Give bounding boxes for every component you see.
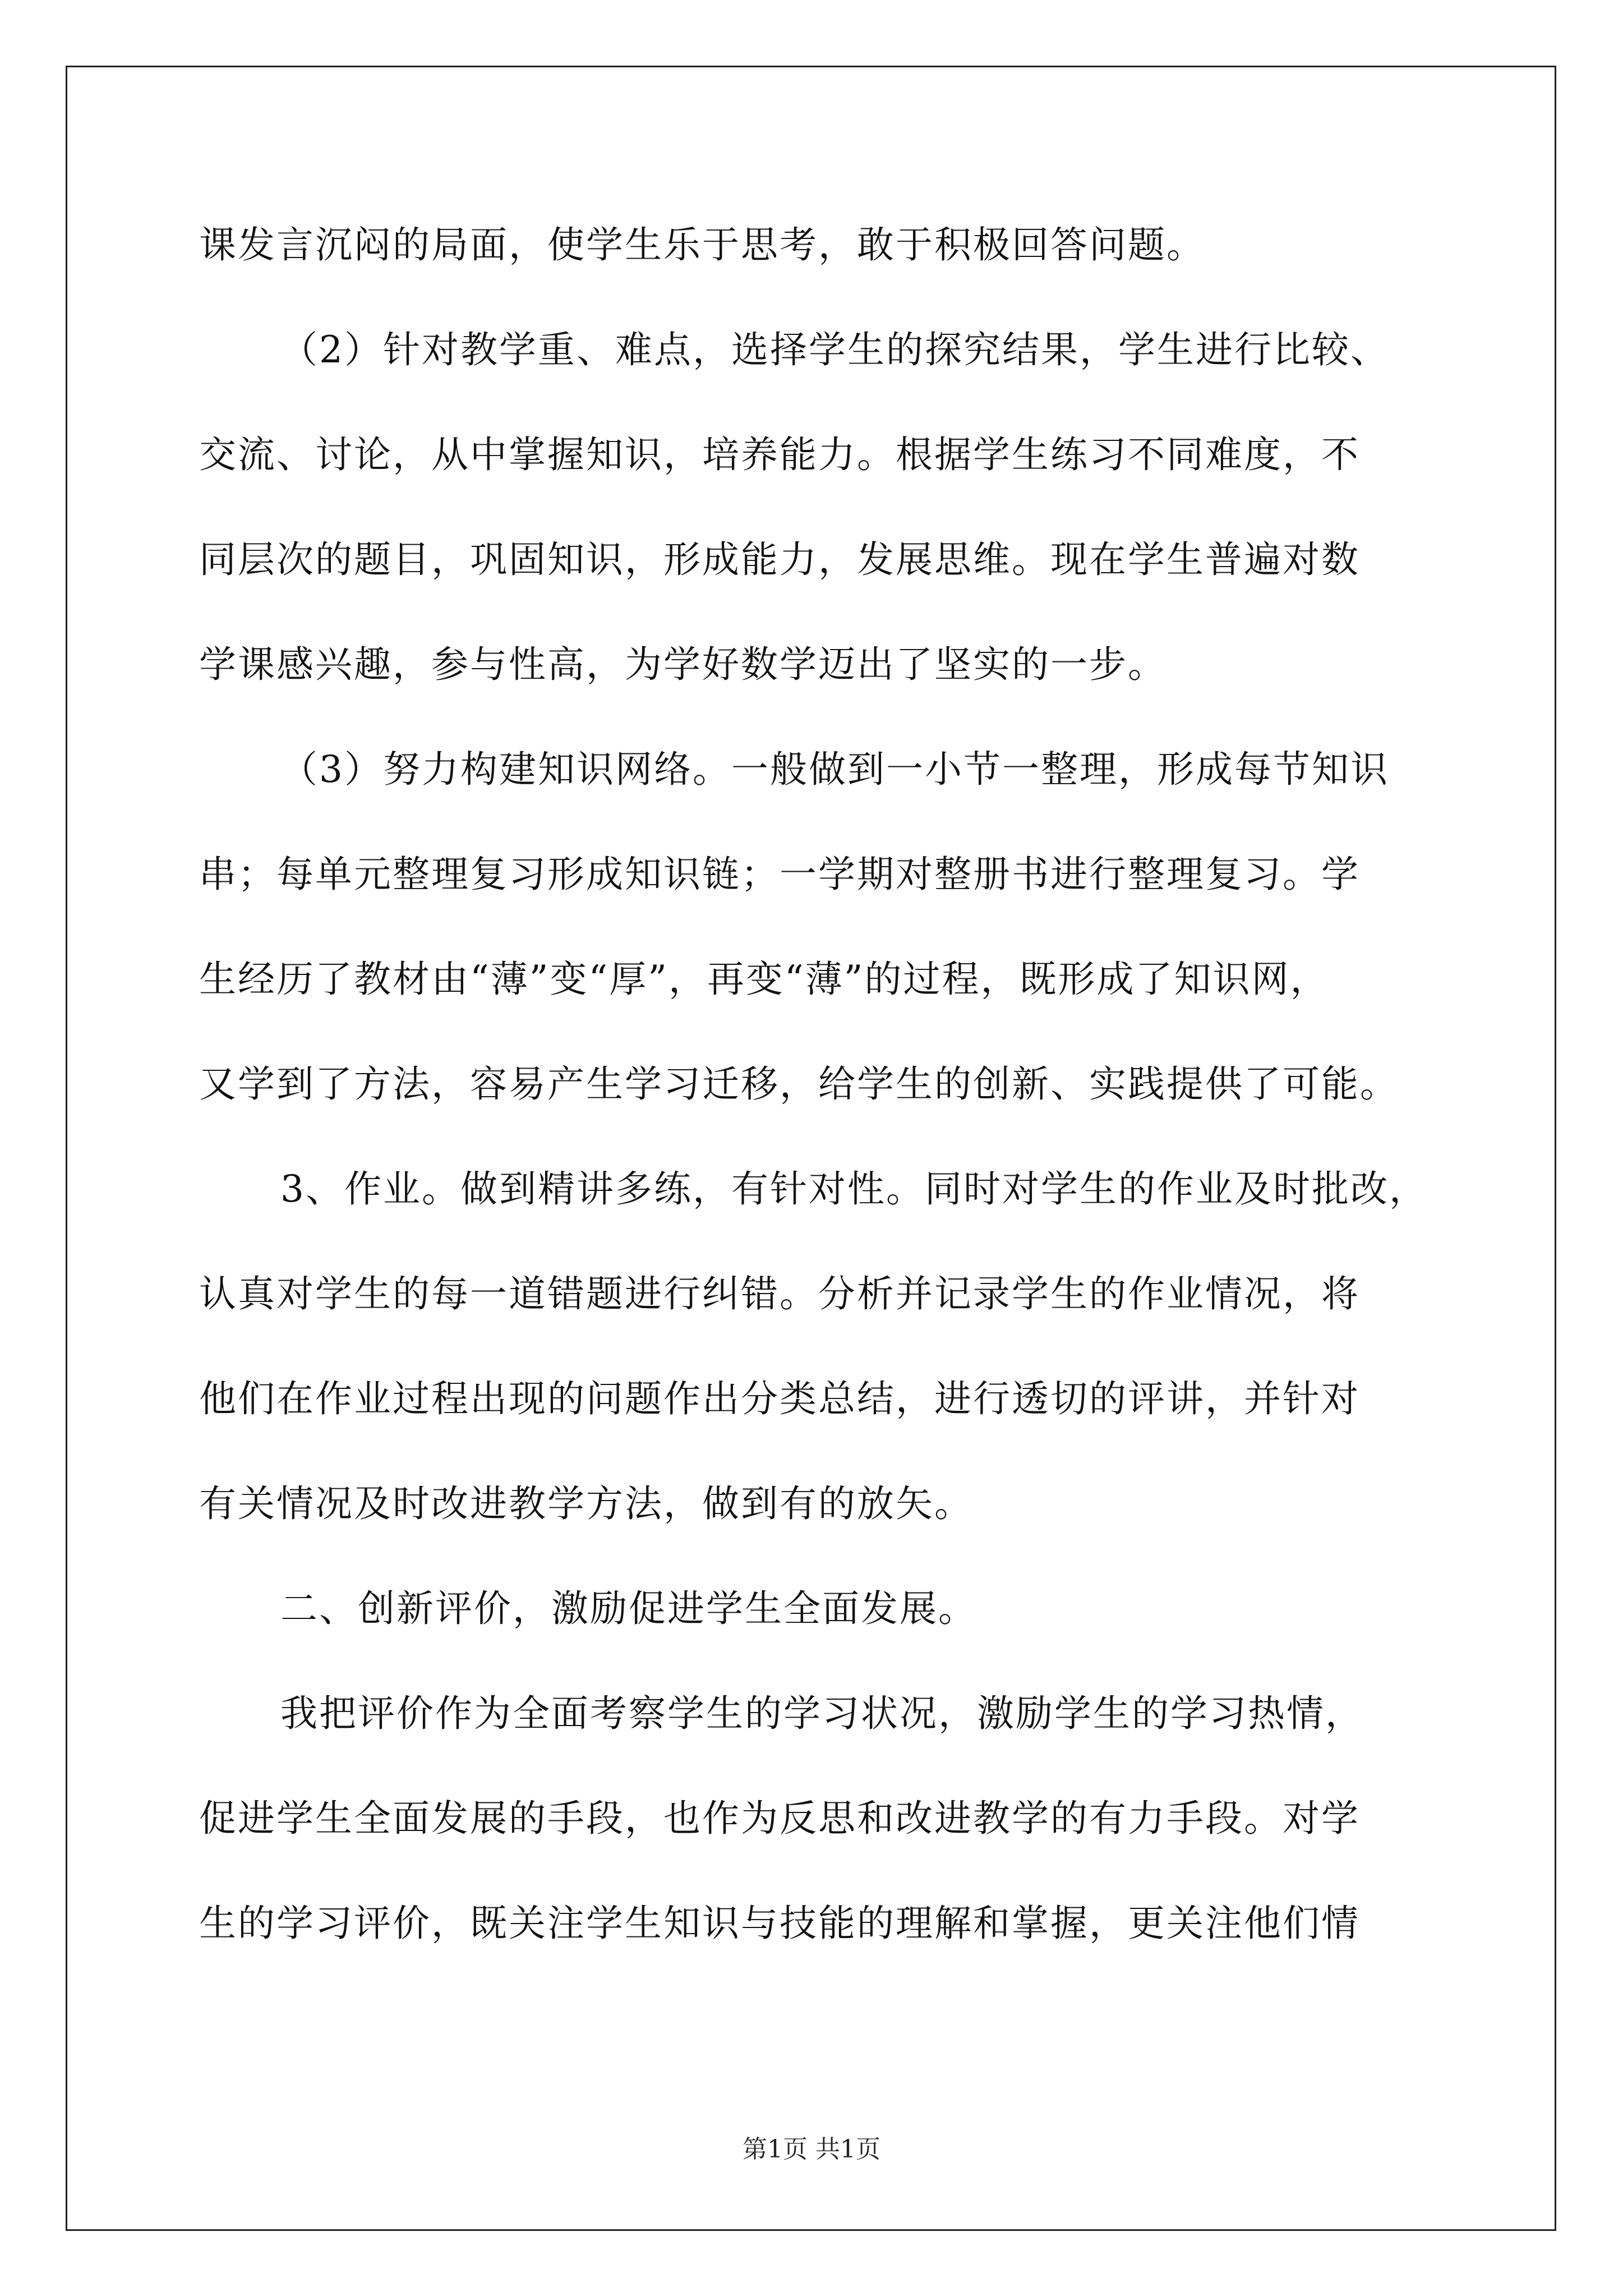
text-line-17: 生的学习评价，既关注学生知识与技能的理解和掌握，更关注他们情 <box>199 1902 1360 1945</box>
text-line-12: 他们在作业过程出现的问题作出分类总结，进行透切的评讲，并针对 <box>199 1377 1360 1420</box>
text-line-11: 认真对学生的每一道错题进行纠错。分析并记录学生的作业情况，将 <box>199 1272 1360 1315</box>
text-line-1: 课发言沉闷的局面，使学生乐于思考，敢于积极回答问题。 <box>199 223 1205 266</box>
text-line-4: 同层次的题目，巩固知识，形成能力，发展思维。现在学生普遍对数 <box>199 538 1360 581</box>
section-heading: 二、创新评价，激励促进学生全面发展。 <box>280 1587 977 1630</box>
document-body <box>199 209 1430 1992</box>
text-line-16: 促进学生全面发展的手段，也作为反思和改进教学的有力手段。对学 <box>199 1797 1360 1840</box>
text-line-6: （3）努力构建知识网络。一般做到一小节一整理，形成每节知识 <box>280 748 1389 791</box>
text-line-2: （2）针对教学重、难点，选择学生的探究结果，学生进行比较、 <box>280 328 1389 371</box>
text-line-5: 学课感兴趣，参与性高，为学好数学迈出了坚实的一步。 <box>199 643 1166 686</box>
text-line-8: 生经历了教材由“薄”变“厚”，再变“薄”的过程，既形成了知识网， <box>199 958 1329 1001</box>
text-line-3: 交流、讨论，从中掌握知识，培养能力。根据学生练习不同难度，不 <box>199 433 1360 476</box>
page-number-footer: 第1页 共1页 <box>743 2135 880 2164</box>
text-line-9: 又学到了方法，容易产生学习迁移，给学生的创新、实践提供了可能。 <box>199 1062 1399 1106</box>
text-line-10: 3、作业。做到精讲多练，有针对性。同时对学生的作业及时批改， <box>280 1167 1428 1211</box>
text-line-15: 我把评价作为全面考察学生的学习状况，激励学生的学习热情， <box>280 1692 1364 1735</box>
text-line-13: 有关情况及时改进教学方法，做到有的放矢。 <box>199 1482 973 1525</box>
text-line-7: 串；每单元整理复习形成知识链；一学期对整册书进行整理复习。学 <box>199 853 1360 896</box>
